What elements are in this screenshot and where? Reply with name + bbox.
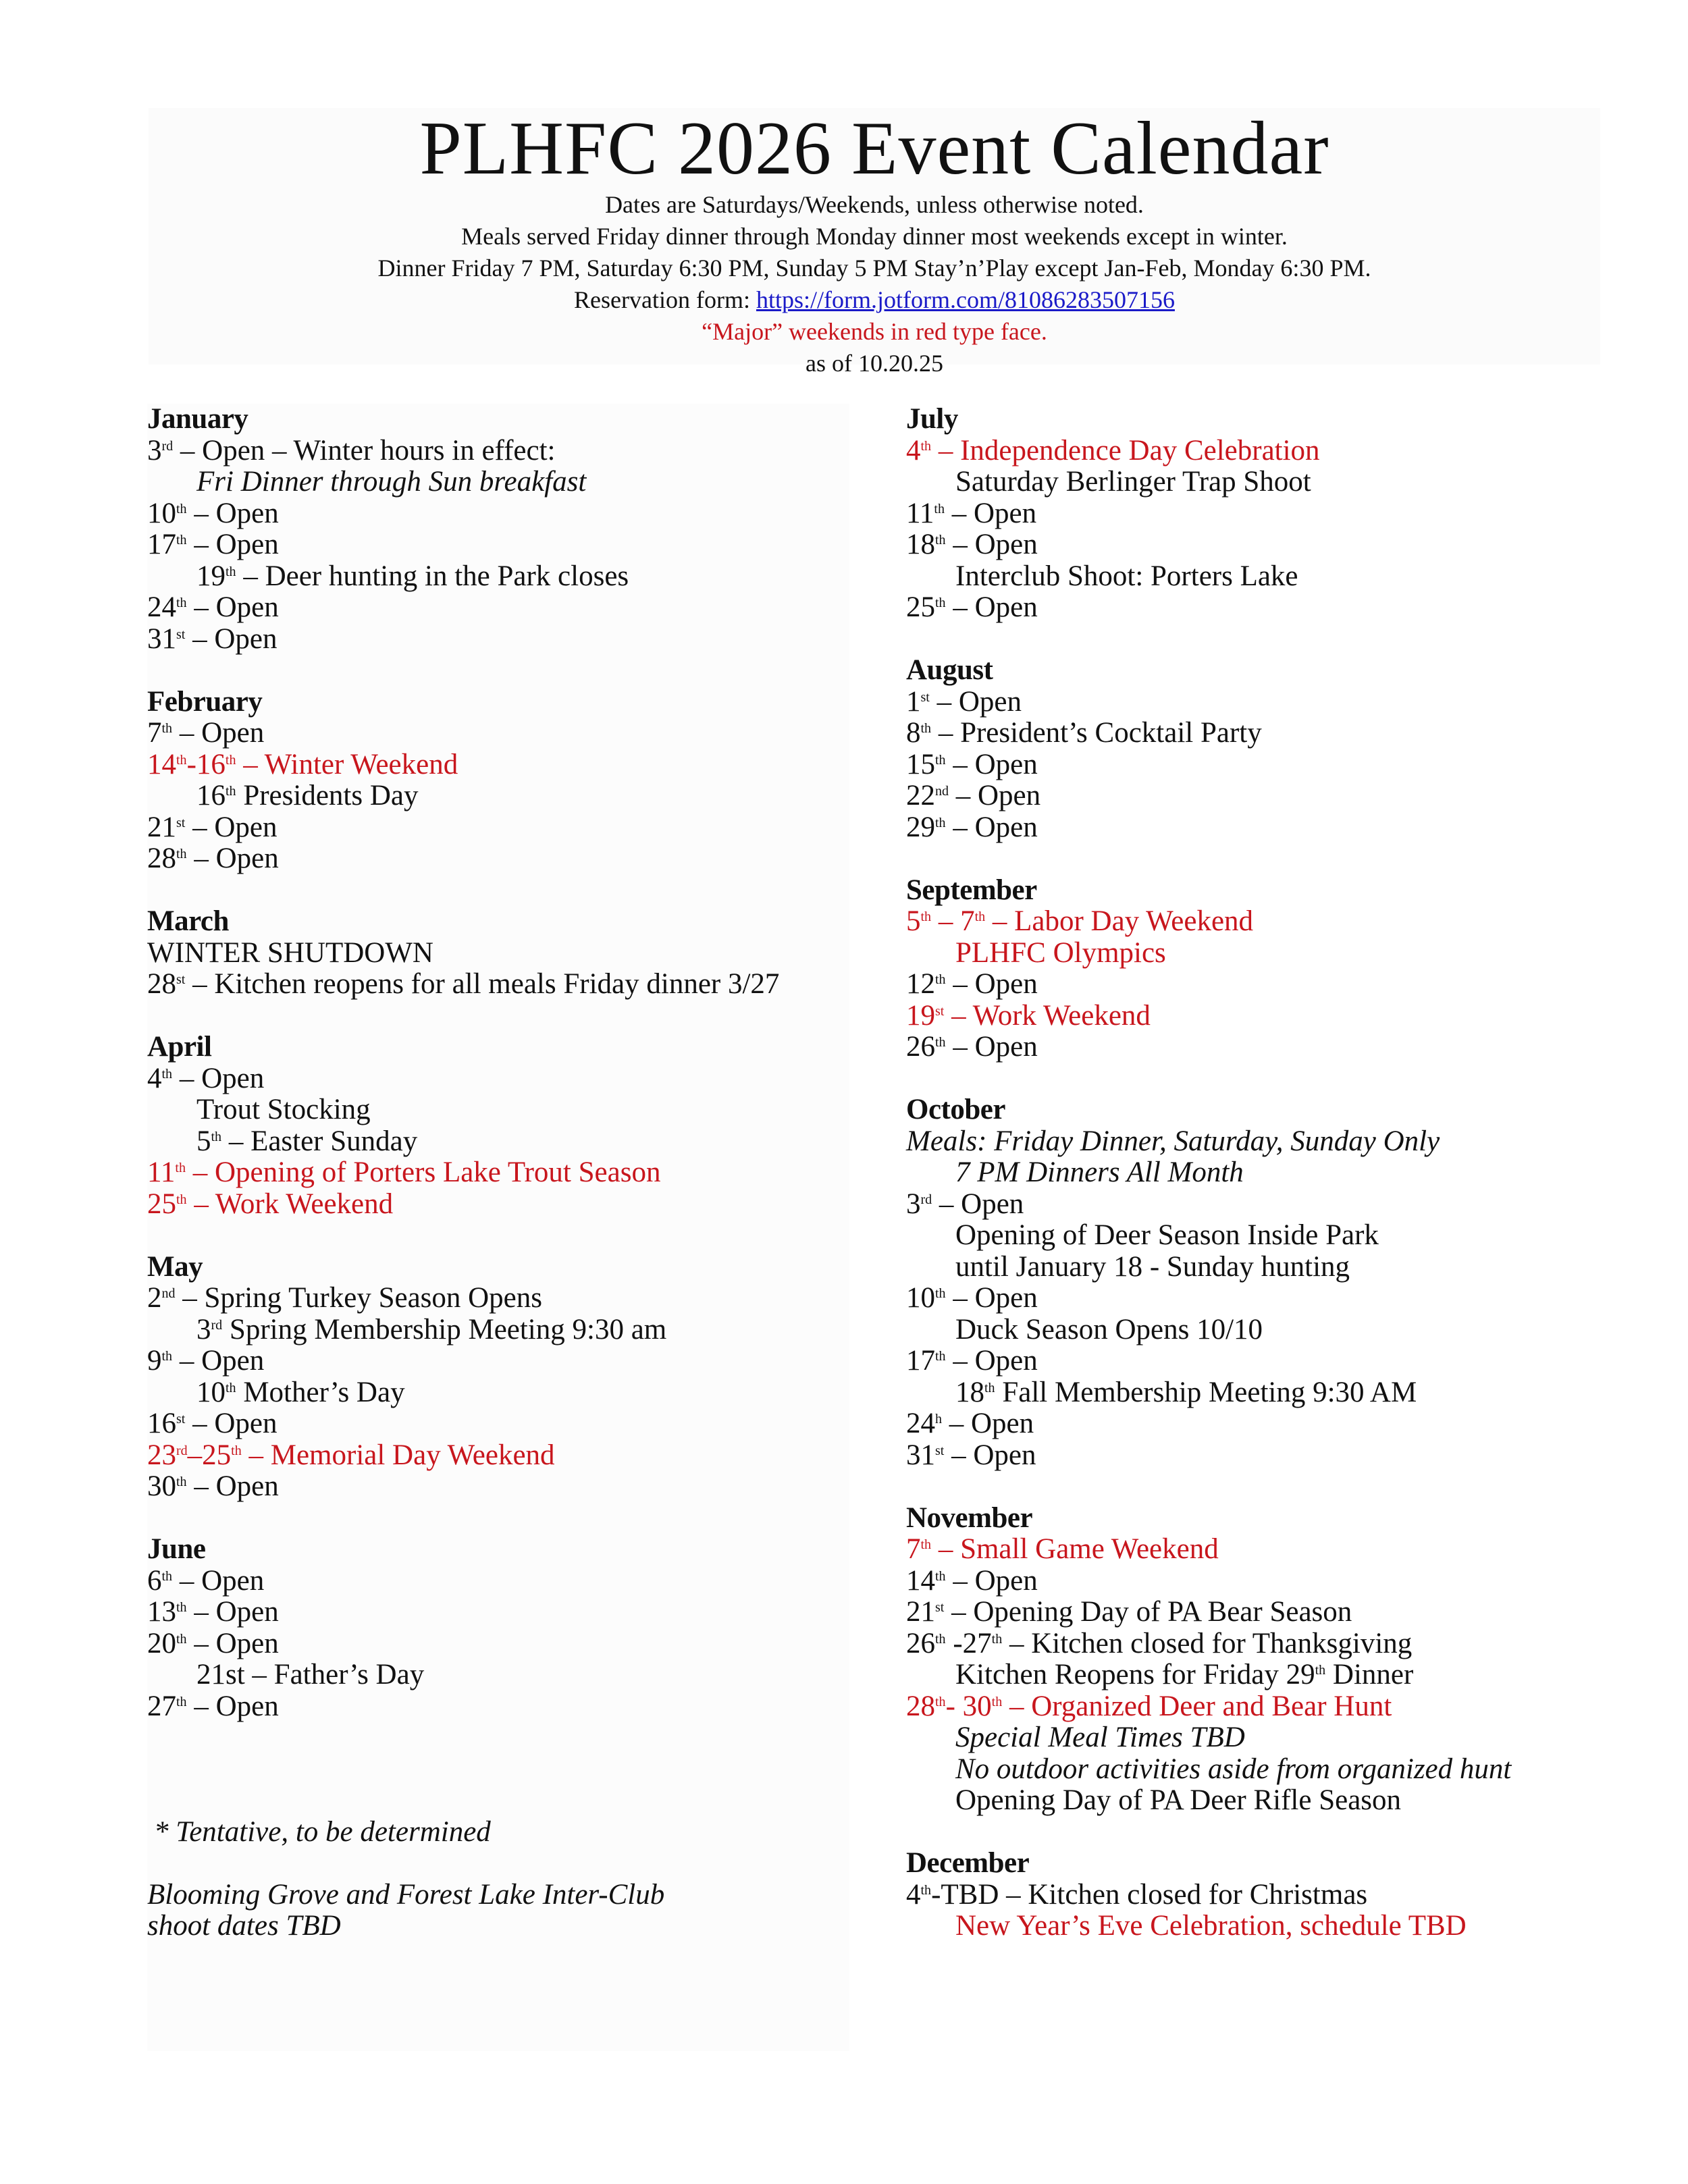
- event-line: 12th – Open: [906, 968, 1038, 1000]
- major-event-line: 7th – Small Game Weekend: [906, 1533, 1219, 1565]
- event-line: 15th – Open: [906, 748, 1038, 780]
- calendar-header: [149, 107, 1600, 377]
- major-event-line: 23rd–25th – Memorial Day Weekend: [147, 1439, 555, 1471]
- event-line: 17th – Open: [906, 1345, 1038, 1377]
- event-line: 30th – Open: [147, 1470, 279, 1502]
- event-line: 7th – Open: [147, 717, 265, 749]
- event-line: 24th – Open: [147, 591, 279, 623]
- event-note: Duck Season Opens 10/10: [955, 1313, 1263, 1346]
- right-column: [906, 404, 1581, 1942]
- event-line: 16th Presidents Day: [196, 780, 419, 811]
- month-heading-february: February: [147, 685, 263, 718]
- event-note: until January 18 - Sunday hunting: [955, 1250, 1350, 1283]
- reservation-line: [149, 284, 1600, 316]
- event-line: 25th – Open: [906, 591, 1038, 623]
- major-event-note: PLHFC Olympics: [955, 936, 1166, 969]
- event-line: 13th – Open: [147, 1596, 279, 1628]
- month-heading-july: July: [906, 403, 958, 435]
- event-line: 17th – Open: [147, 529, 279, 560]
- major-note: “Major” weekends in red type face.: [702, 318, 1047, 345]
- as-of-date: as of 10.20.25: [806, 350, 943, 377]
- event-line: 3rd – Open – Winter hours in effect:: [147, 434, 556, 467]
- event-line: 4th-TBD – Kitchen closed for Christmas: [906, 1878, 1368, 1911]
- event-line: 1st – Open: [906, 685, 1022, 718]
- page-title: PLHFC 2026 Event Calendar: [419, 107, 1329, 190]
- event-line: 28th – Open: [147, 843, 279, 874]
- major-event-line: 28th- 30th – Organized Deer and Bear Hunt: [906, 1690, 1392, 1722]
- event-line: 21st – Father’s Day: [196, 1659, 425, 1690]
- event-line: Kitchen Reopens for Friday 29th Dinner: [955, 1659, 1414, 1690]
- event-line: 19th – Deer hunting in the Park closes: [196, 560, 629, 592]
- event-note: Saturday Berlinger Trap Shoot: [955, 466, 1311, 498]
- reservation-link[interactable]: https://form.jotform.com/81086283507156: [756, 286, 1175, 313]
- event-note: Special Meal Times TBD: [955, 1722, 1245, 1753]
- event-line: 18th – Open: [906, 529, 1038, 560]
- major-event-line: 5th – 7th – Labor Day Weekend: [906, 905, 1254, 937]
- event-line: 3rd – Open: [906, 1188, 1024, 1220]
- event-line: 4th – Open: [147, 1062, 265, 1094]
- event-line: 21st – Open: [147, 811, 278, 843]
- event-line: 3rd Spring Membership Meeting 9:30 am: [196, 1313, 667, 1346]
- month-heading-september: September: [906, 874, 1037, 906]
- major-event-line: 19st – Work Weekend: [906, 999, 1151, 1032]
- month-heading-may: May: [147, 1250, 203, 1283]
- event-note: No outdoor activities aside from organized hunt: [955, 1753, 1512, 1785]
- header-line: Meals served Friday dinner through Monday dinner most weekends except in winter.: [461, 223, 1288, 250]
- month-heading-november: November: [906, 1501, 1033, 1534]
- event-line: WINTER SHUTDOWN: [147, 936, 433, 969]
- event-line: 26th -27th – Kitchen closed for Thanksgiving: [906, 1627, 1413, 1659]
- event-line: 16st – Open: [147, 1408, 278, 1439]
- event-line: 22nd – Open: [906, 780, 1041, 811]
- major-event-note: New Year’s Eve Celebration, schedule TBD: [955, 1910, 1467, 1942]
- month-heading-march: March: [147, 905, 229, 937]
- event-line: 10th – Open: [906, 1282, 1038, 1314]
- event-line: 10th Mother’s Day: [196, 1376, 405, 1408]
- major-event-line: 25th – Work Weekend: [147, 1188, 394, 1220]
- event-line: 9th – Open: [147, 1345, 265, 1377]
- event-note: 7 PM Dinners All Month: [955, 1156, 1244, 1188]
- event-line: 18th Fall Membership Meeting 9:30 AM: [955, 1376, 1417, 1408]
- left-column: [147, 404, 849, 2051]
- header-line: Dates are Saturdays/Weekends, unless otherwise noted.: [605, 191, 1144, 218]
- major-event-line: 14th-16th – Winter Weekend: [147, 748, 458, 780]
- event-line: 29th – Open: [906, 811, 1038, 843]
- footnote: * Tentative, to be determined: [154, 1815, 491, 1848]
- event-line: 31st – Open: [906, 1439, 1036, 1471]
- reservation-label: Reservation form:: [574, 286, 756, 313]
- interclub-note: Blooming Grove and Forest Lake Inter-Club: [147, 1878, 665, 1911]
- event-line: 14th – Open: [906, 1564, 1038, 1597]
- event-line: 2nd – Spring Turkey Season Opens: [147, 1282, 543, 1314]
- month-heading-april: April: [147, 1031, 212, 1063]
- event-note: Meals: Friday Dinner, Saturday, Sunday Only: [906, 1125, 1440, 1157]
- event-line: 6th – Open: [147, 1564, 265, 1597]
- event-line: 26th – Open: [906, 1031, 1038, 1063]
- event-line: 20th – Open: [147, 1627, 279, 1659]
- month-heading-december: December: [906, 1847, 1030, 1879]
- major-event-line: 11th – Opening of Porters Lake Trout Season: [147, 1156, 661, 1188]
- event-note: Trout Stocking: [196, 1094, 371, 1125]
- event-note: Opening of Deer Season Inside Park: [955, 1219, 1379, 1251]
- event-line: 27th – Open: [147, 1690, 279, 1722]
- event-line: 24$^h$ – Open: [906, 1408, 1034, 1439]
- event-note: Interclub Shoot: Porters Lake: [955, 560, 1298, 592]
- event-note: Opening Day of PA Deer Rifle Season: [955, 1784, 1402, 1816]
- major-event-line: 4th – Independence Day Celebration: [906, 434, 1320, 467]
- interclub-note: shoot dates TBD: [147, 1910, 341, 1942]
- event-line: 28st – Kitchen reopens for all meals Friday dinner 3/27: [147, 968, 780, 1000]
- event-line: 11th – Open: [906, 497, 1037, 529]
- event-line: 21st – Opening Day of PA Bear Season: [906, 1596, 1352, 1628]
- event-line: 10th – Open: [147, 497, 279, 529]
- event-note: Fri Dinner through Sun breakfast: [196, 466, 587, 498]
- month-heading-june: June: [147, 1533, 206, 1565]
- event-line: 5th – Easter Sunday: [196, 1125, 418, 1157]
- month-heading-august: August: [906, 654, 993, 686]
- header-line: Dinner Friday 7 PM, Saturday 6:30 PM, Sunday 5 PM Stay’n’Play except Jan-Feb, Monday 6:30 PM.: [377, 255, 1371, 282]
- event-line: 31st – Open: [147, 622, 278, 655]
- event-line: 8th – President’s Cocktail Party: [906, 717, 1262, 749]
- month-heading-october: October: [906, 1094, 1005, 1125]
- month-heading-january: January: [147, 403, 248, 435]
